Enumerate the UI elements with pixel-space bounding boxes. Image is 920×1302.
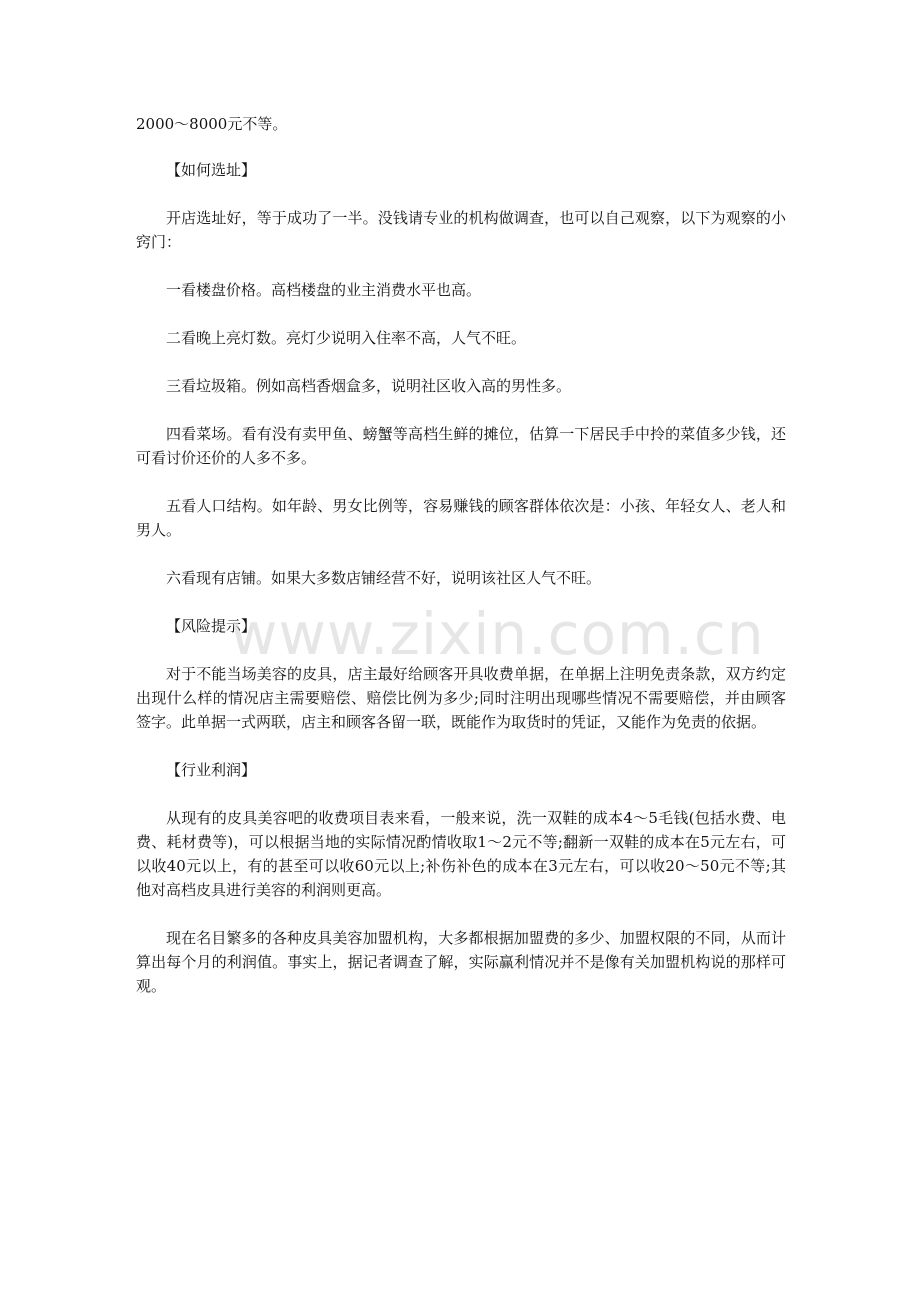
paragraph-risk-body: 对于不能当场美容的皮具，店主最好给顾客开具收费单据，在单据上注明免责条款，双方约定出现什么样的情况店主需要赔偿、赔偿比例为多少;同时注明出现哪些情况不需要赔偿，并由顾客签字。此单据一式两联，店主和顾客各留一联，既能作为取货时的凭证，又能作为免责的依据。 <box>136 665 786 731</box>
paragraph-tip-3: 三看垃圾箱。例如高档香烟盒多，说明社区收入高的男性多。 <box>166 377 572 395</box>
paragraph-tip-4: 四看菜场。看有没有卖甲鱼、螃蟹等高档生鲜的摊位，估算一下居民手中拎的菜值多少钱，还可看讨价还价的人多不多。 <box>136 425 786 467</box>
paragraph-tip-6: 六看现有店铺。如果大多数店铺经营不好，说明该社区人气不旺。 <box>166 569 602 587</box>
document-body <box>136 112 786 1022</box>
paragraph-price-range: 2000～8000元不等。 <box>136 115 288 133</box>
heading-industry-profit: 【行业利润】 <box>166 761 257 779</box>
paragraph-profit-body-2: 现在名目繁多的各种皮具美容加盟机构，大多都根据加盟费的多少、加盟权限的不同，从而计算出每个月的利润值。事实上，据记者调查了解，实际赢利情况并不是像有关加盟机构说的那样可观。 <box>136 929 786 995</box>
paragraph-location-intro: 开店选址好，等于成功了一半。没钱请专业的机构做调查，也可以自己观察，以下为观察的小窍门： <box>136 209 786 251</box>
paragraph-tip-2: 二看晚上亮灯数。亮灯少说明入住率不高，人气不旺。 <box>166 329 527 347</box>
paragraph-tip-1: 一看楼盘价格。高档楼盘的业主消费水平也高。 <box>166 281 482 299</box>
paragraph-tip-5: 五看人口结构。如年龄、男女比例等，容易赚钱的顾客群体依次是：小孩、年轻女人、老人和男人。 <box>136 497 786 539</box>
watermark-text: www.zixin.com.cn <box>230 600 765 668</box>
heading-how-to-choose-location: 【如何选址】 <box>166 161 257 179</box>
paragraph-profit-body-1: 从现有的皮具美容吧的收费项目表来看，一般来说，洗一双鞋的成本4～5毛钱(包括水费、电费、耗材费等)，可以根据当地的实际情况酌情收取1～2元不等;翻新一双鞋的成本在5元左右，可以收40元以上，有的甚至可以收60元以上;补伤补色的成本在3元左右，可以收20～50元不等;其他对高档皮具进行美容的利润则更高。 <box>136 809 786 899</box>
heading-risk-warning: 【风险提示】 <box>166 617 257 635</box>
